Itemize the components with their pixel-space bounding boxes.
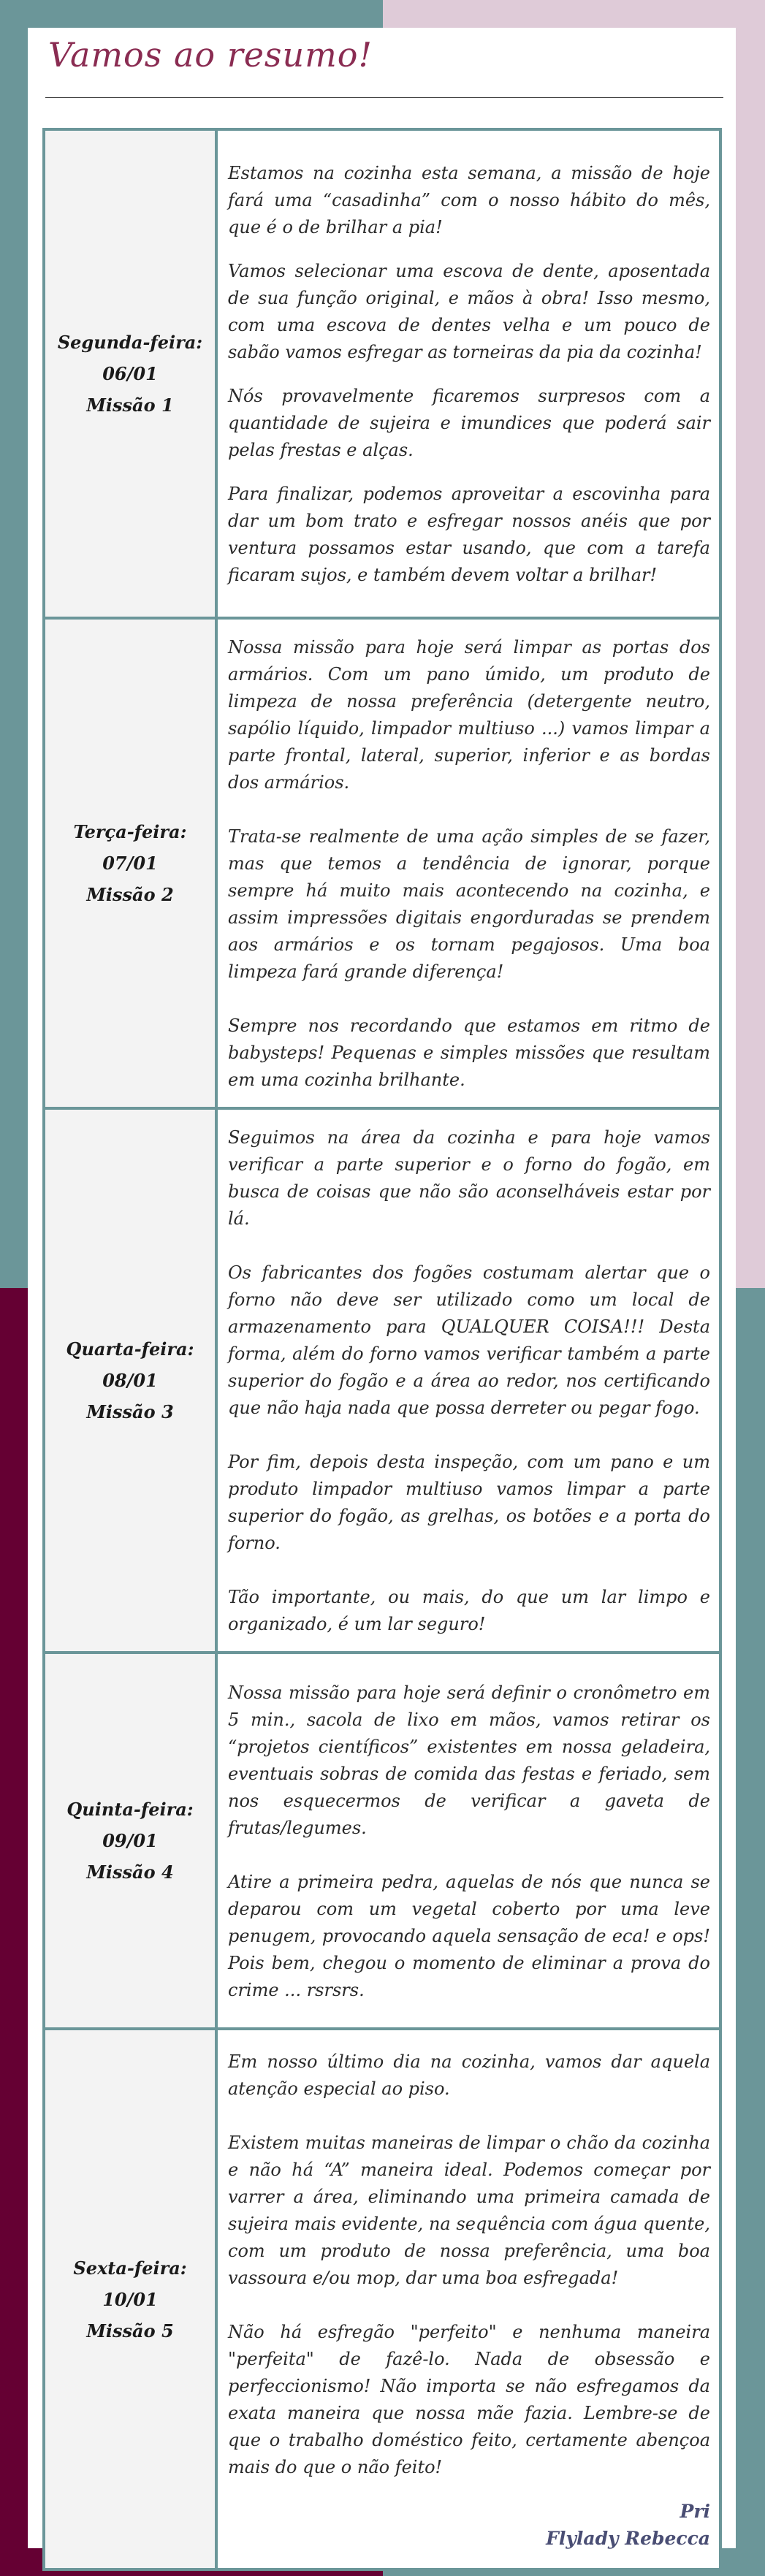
page-title: Vamos ao resumo! bbox=[48, 35, 373, 75]
day-cell bbox=[44, 129, 216, 618]
day-date: 08/01 bbox=[102, 1370, 158, 1391]
mission-row-3 bbox=[44, 1108, 720, 1653]
mission-paragraph: Nossa missão para hoje será limpar as portas dos armários. Com um pano úmido, um produto de limpeza de nossa preferência (detergente neutro, sapólio líquido, limpador multiuso ...) vamos limpar a parte frontal, lateral, superior, inferior e as bordas dos armários. bbox=[228, 637, 710, 793]
signature bbox=[228, 2498, 710, 2552]
mission-label: Missão 2 bbox=[86, 884, 174, 905]
mission-text-cell bbox=[216, 2029, 720, 2569]
day-cell bbox=[44, 1108, 216, 1653]
mission-label: Missão 3 bbox=[86, 1401, 174, 1422]
day-date: 10/01 bbox=[102, 2288, 158, 2310]
signature-name: Pri bbox=[680, 2500, 710, 2522]
mission-paragraph: Trata-se realmente de uma ação simples de se fazer, mas que temos a tendência de ignorar, porque sempre há muito mais acontecendo na cozinha, e assim impressões digitais engorduradas se prendem aos armários e os tornam pegajosos. Uma boa limpeza fará grande diferença! bbox=[228, 826, 710, 982]
day-label: Sexta-feira: bbox=[73, 2257, 187, 2279]
mission-row-4 bbox=[44, 1653, 720, 2029]
title-divider bbox=[45, 97, 723, 98]
mission-paragraph: Vamos selecionar uma escova de dente, aposentada de sua função original, e mãos à obra! Isso mesmo, com uma escova de dentes velha e um pouco de sabão vamos esfregar as torneiras da pia da cozinha! bbox=[228, 261, 710, 362]
mission-row-5 bbox=[44, 2029, 720, 2569]
signature-brand: Flylady Rebecca bbox=[546, 2527, 710, 2549]
mission-paragraph: Seguimos na área da cozinha e para hoje vamos verificar a parte superior e o forno do fogão, em busca de coisas que não são aconselháveis estar por lá. bbox=[228, 1127, 710, 1229]
mission-paragraph: Sempre nos recordando que estamos em ritmo de babysteps! Pequenas e simples missões que resultam em uma cozinha brilhante. bbox=[228, 1015, 710, 1090]
mission-label: Missão 1 bbox=[86, 395, 174, 416]
mission-row-1 bbox=[44, 129, 720, 618]
day-cell bbox=[44, 1653, 216, 2029]
day-date: 09/01 bbox=[102, 1830, 158, 1851]
mission-paragraph: Para finalizar, podemos aproveitar a escovinha para dar um bom trato e esfregar nossos anéis que por ventura possamos estar usando, que com a tarefa ficaram sujos, e também devem voltar a brilhar! bbox=[228, 484, 710, 585]
mission-paragraph: Tão importante, ou mais, do que um lar limpo e organizado, é um lar seguro! bbox=[228, 1587, 710, 1634]
mission-paragraph: Estamos na cozinha esta semana, a missão de hoje fará uma “casadinha” com o nosso hábito do mês, que é o de brilhar a pia! bbox=[228, 163, 710, 237]
mission-text-cell bbox=[216, 1653, 720, 2029]
day-date: 06/01 bbox=[102, 363, 158, 384]
mission-paragraph: Não há esfregão "perfeito" e nenhuma maneira "perfeita" de fazê-lo. Nada de obsessão e perfeccionismo! Não importa se não esfregamos da exata maneira que nossa mãe fazia. Lembre-se de que o trabalho doméstico feito, certamente abençoa mais do que o não feito! bbox=[228, 2321, 710, 2477]
day-label: Quarta-feira: bbox=[66, 1338, 194, 1360]
mission-row-2 bbox=[44, 618, 720, 1108]
mission-text-cell bbox=[216, 618, 720, 1108]
mission-table bbox=[42, 128, 722, 2571]
day-label: Terça-feira: bbox=[73, 821, 187, 842]
day-label: Segunda-feira: bbox=[57, 332, 203, 353]
day-cell bbox=[44, 2029, 216, 2569]
day-cell bbox=[44, 618, 216, 1108]
mission-paragraph: Nós provavelmente ficaremos surpresos com a quantidade de sujeira e imundices que poderá sair pelas frestas e alças. bbox=[228, 386, 710, 460]
mission-text-cell bbox=[216, 1108, 720, 1653]
mission-text-cell bbox=[216, 129, 720, 618]
mission-label: Missão 4 bbox=[86, 1861, 174, 1883]
mission-paragraph: Em nosso último dia na cozinha, vamos dar aquela atenção especial ao piso. bbox=[228, 2051, 710, 2099]
day-date: 07/01 bbox=[102, 853, 158, 874]
mission-paragraph: Existem muitas maneiras de limpar o chão da cozinha e não há “A” maneira ideal. Podemos começar por varrer a área, eliminando uma primeira camada de sujeira mais evidente, na sequência com água quente, com um produto de nossa preferência, uma boa vassoura e/ou mop, dar uma boa esfregada! bbox=[228, 2132, 710, 2288]
day-label: Quinta-feira: bbox=[66, 1799, 194, 1820]
mission-paragraph: Os fabricantes dos fogões costumam alertar que o forno não deve ser utilizado como um local de armazenamento para QUALQUER COISA!!! Desta forma, além do forno vamos verificar também a parte superior do fogão e a área ao redor, nos certificando que não haja nada que possa derreter ou pegar fogo. bbox=[228, 1262, 710, 1418]
mission-paragraph: Nossa missão para hoje será definir o cronômetro em 5 min., sacola de lixo em mãos, vamos retirar os “projetos científicos” existentes em nossa geladeira, eventuais sobras de comida das festas e feriado, sem nos esquecermos de verificar a gaveta de frutas/legumes. bbox=[228, 1682, 710, 1838]
mission-label: Missão 5 bbox=[86, 2320, 174, 2341]
mission-paragraph: Atire a primeira pedra, aquelas de nós que nunca se deparou com um vegetal coberto por uma leve penugem, provocando aquela sensação de eca! e ops! Pois bem, chegou o momento de eliminar a prova do crime ... rsrsrs. bbox=[228, 1871, 710, 2000]
mission-paragraph: Por fim, depois desta inspeção, com um pano e um produto limpador multiuso vamos limpar a parte superior do fogão, as grelhas, os botões e a porta do forno. bbox=[228, 1452, 710, 1553]
